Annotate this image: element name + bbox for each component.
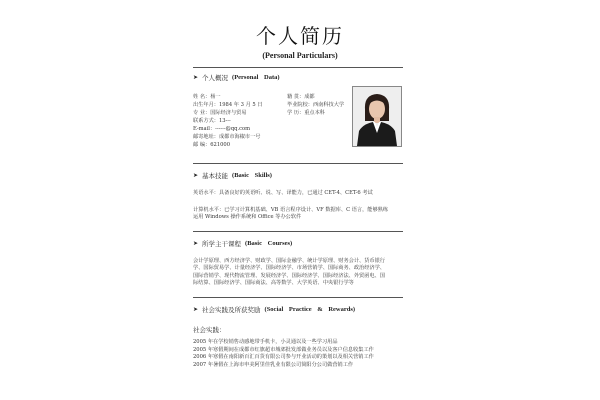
section-title-en: (Social Practice & Rewards) <box>264 306 356 313</box>
section-header-practice <box>193 305 355 314</box>
list-item: 2007 年暑假在上海市申美阿里佳乳业有限公司简阳分公司做营销工作 <box>193 361 354 368</box>
birthdate-field: 出生年月：1984 年 3 月 5 日 <box>193 102 263 108</box>
section-header-courses <box>193 239 292 248</box>
section-title-en: (Basic Courses) <box>245 240 293 247</box>
section-header-personal <box>193 73 280 82</box>
section-title-cn: 所学主干课程 <box>202 240 242 248</box>
english-skill: 英语水平：具备良好的英语听、说、写、译能力，已通过 CET-4、CET-6 考试 <box>193 190 373 196</box>
practice-heading: 社会实践： <box>193 326 226 334</box>
courses-line2: 学、国际贸易学、计量经济学、国际经济学、市场营销学、国际商务、政治经济学、 <box>193 265 385 271</box>
section-title-cn: 个人概况 <box>202 74 229 82</box>
divider <box>193 231 403 232</box>
list-item: 2005 年寒假期间在成都市红旗超市城郊批发部做业务员以及客户信息收集工作 <box>193 346 374 353</box>
page-title: 个人简历 <box>256 24 344 48</box>
computer-skill-line2: 运用 Windows 操作系统和 Office 等办公软件 <box>193 214 302 220</box>
degree-field: 学 历：重点本科 <box>287 110 325 116</box>
section-title-en: (Basic Skills) <box>232 172 272 179</box>
arrow-bullet-icon: ➤ <box>193 74 199 81</box>
courses-line1: 会计学原理、西方经济学、财政学、国际金融学、统计学原理、财务会计、货币银行 <box>193 258 385 264</box>
list-item: 2006 年寒假在南阳新百汇百货有限公司参与开业活动的策划以及相关营销工作 <box>193 354 374 360</box>
portrait-photo-icon <box>353 87 401 146</box>
email-field: E-mail：------@qq.com <box>193 126 251 132</box>
school-field: 毕业院校：西南科技大学 <box>287 102 345 108</box>
arrow-bullet-icon: ➤ <box>193 240 199 247</box>
divider <box>193 67 403 68</box>
phone-field: 联系方式：13--- <box>193 118 231 124</box>
computer-skill-line1: 计算机水平：已学习计算机基础、VB 语言程序设计、VF 数据库、C 语言，能够熟练 <box>193 207 389 213</box>
divider <box>193 163 403 164</box>
courses-line4: 际结算、国际经济学、国际商法、高等数学、大学英语、中央银行学等 <box>193 280 354 286</box>
arrow-bullet-icon: ➤ <box>193 172 199 179</box>
avatar <box>352 86 402 147</box>
major-field: 专 业：国际经济与贸易 <box>193 110 247 116</box>
section-header-skills <box>193 171 272 180</box>
section-title-en: (Personal Data) <box>232 74 280 81</box>
divider <box>193 297 403 298</box>
practice-list <box>193 339 408 369</box>
address-field: 邮寄地址：成都市海椒市一号 <box>193 134 261 140</box>
list-item: 2005 年在学校销售动感地带手机卡，小灵通以及一些学习用品 <box>193 339 338 345</box>
section-title-cn: 基本技能 <box>202 172 229 180</box>
page-subtitle: (Personal Particulars) <box>262 51 338 60</box>
section-title-cn: 社会实践及所获奖励 <box>202 306 261 314</box>
name-field: 姓 名：杨一 <box>193 94 221 100</box>
zip-field: 邮 编：621000 <box>193 142 231 148</box>
courses-line3: 国际营销学、现代物流管理、发展经济学、国际经济学、国际经济法、外贸函电、国 <box>193 273 385 279</box>
arrow-bullet-icon: ➤ <box>193 306 199 313</box>
birthplace-field: 籍 贯：成都 <box>287 94 315 100</box>
